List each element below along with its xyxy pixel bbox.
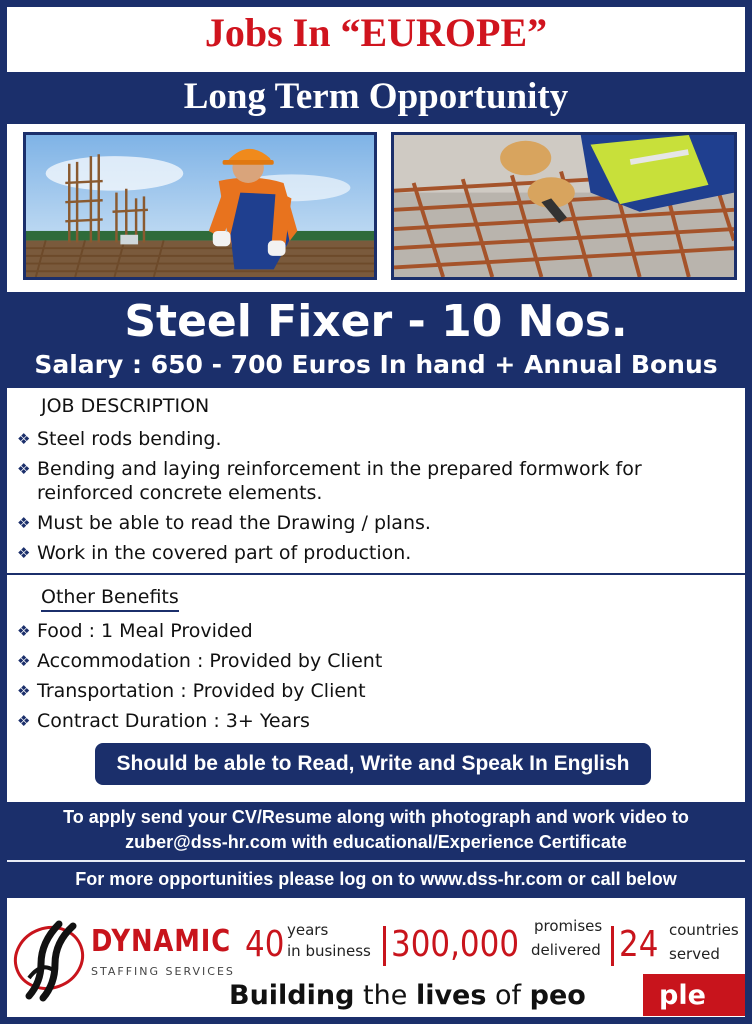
dss-logo-icon — [11, 912, 95, 1004]
other-benefits-list — [17, 619, 737, 739]
apply-divider — [7, 860, 745, 862]
headline: Jobs In “EUROPE” — [204, 10, 548, 55]
english-requirement-badge: Should be able to Read, Write and Speak In English — [95, 743, 651, 785]
diamond-bullet-icon: ❖ — [17, 682, 31, 700]
list-item: ❖ Work in the covered part of production. — [17, 542, 412, 564]
job-title-band — [7, 292, 745, 388]
section-divider — [7, 573, 745, 575]
list-item: ❖ Contract Duration : 3+ Years — [17, 710, 310, 732]
worker-site-illustration — [26, 135, 374, 277]
apply-band — [7, 802, 745, 898]
more-opportunities-text[interactable]: For more opportunities please log on to www.dss-hr.com or call below — [75, 869, 677, 889]
apply-instructions-line2[interactable]: zuber@dss-hr.com with educational/Experience Certificate — [125, 832, 627, 852]
stat-countries-line2: served — [669, 945, 720, 963]
list-item: ❖ Must be able to read the Drawing / plans. — [17, 512, 431, 534]
brand-name: DYNAMIC — [91, 924, 232, 959]
job-description-title: JOB DESCRIPTION — [41, 395, 210, 417]
list-item: ❖ Accommodation : Provided by Client — [17, 650, 383, 672]
tagline-highlight-text: ple — [659, 980, 706, 1011]
stat-countries-number: 24 — [619, 924, 659, 965]
stat-years-line2: in business — [287, 942, 371, 960]
stat-years-line1: years — [287, 921, 329, 939]
list-item: ❖ Steel rods bending. — [17, 428, 222, 450]
brand-subtitle: STAFFING SERVICES — [91, 965, 235, 978]
list-item: ❖ Food : 1 Meal Provided — [17, 620, 253, 642]
steel-fixer-photo-right — [391, 132, 737, 280]
diamond-bullet-icon: ❖ — [17, 712, 31, 730]
diamond-bullet-icon: ❖ — [17, 514, 31, 532]
job-title: Steel Fixer - 10 Nos. — [124, 296, 628, 347]
stat-divider — [611, 926, 614, 966]
diamond-bullet-icon: ❖ — [17, 652, 31, 670]
other-benefits-title: Other Benefits — [41, 586, 179, 612]
stat-promises-line2: delivered — [531, 941, 601, 959]
rebar-tying-illustration — [394, 135, 734, 277]
diamond-bullet-icon: ❖ — [17, 460, 31, 478]
job-description-list — [17, 427, 737, 571]
tagline: Building the lives of peo — [229, 980, 586, 1011]
apply-instructions-line1: To apply send your CV/Resume along with photograph and work video to — [63, 807, 689, 827]
footer-brand — [7, 904, 745, 1024]
list-item: ❖ Bending and laying reinforcement in the prepared formwork for reinforced concrete elements. — [17, 458, 642, 504]
stat-promises-number: 300,000 — [391, 924, 520, 965]
subheadline-band: Long Term Opportunity — [7, 72, 745, 124]
stat-promises-line1: promises — [534, 917, 603, 935]
stat-divider — [383, 926, 386, 966]
salary-text: Salary : 650 - 700 Euros In hand + Annual Bonus — [34, 350, 718, 379]
steel-fixer-photo-left — [23, 132, 377, 280]
diamond-bullet-icon: ❖ — [17, 544, 31, 562]
list-item: ❖ Transportation : Provided by Client — [17, 680, 366, 702]
stat-years-number: 40 — [245, 924, 285, 965]
stat-countries-line1: countries — [669, 921, 739, 939]
diamond-bullet-icon: ❖ — [17, 622, 31, 640]
diamond-bullet-icon: ❖ — [17, 430, 31, 448]
